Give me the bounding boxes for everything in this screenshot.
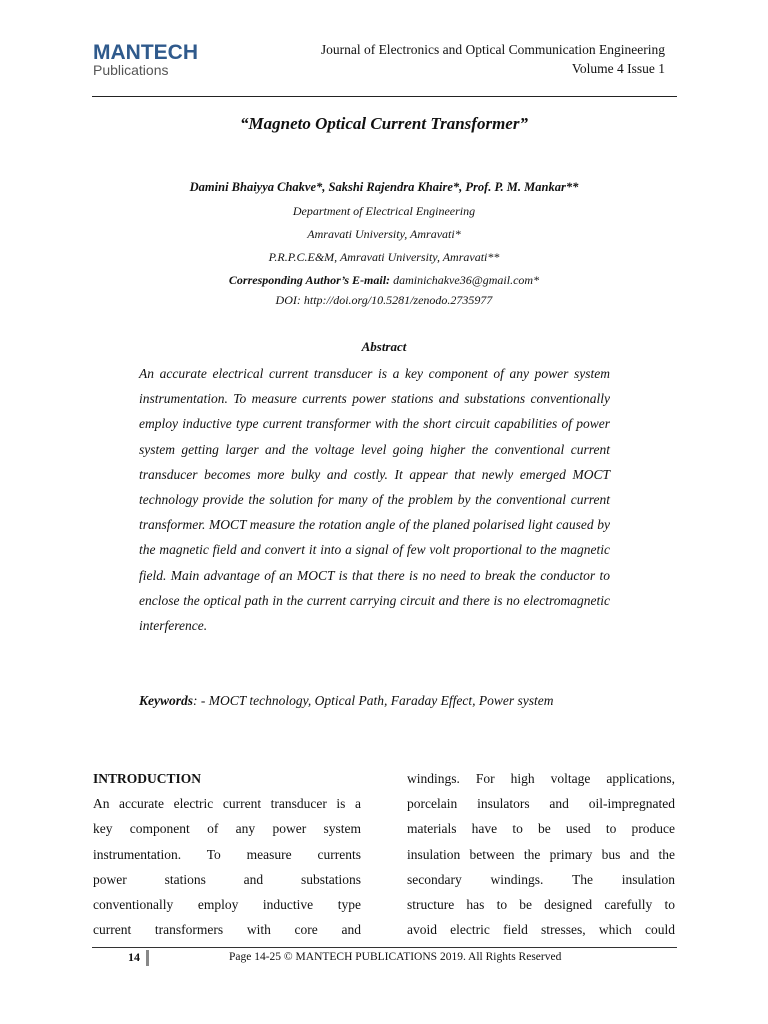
email-label: Corresponding Author’s E-mail: [228,273,391,287]
doi-line [0,290,768,310]
section-heading-introduction: INTRODUCTION [93,771,202,786]
body-line: avoid electric field stresses, which could [407,922,675,938]
body-column-right [407,766,675,942]
body-line: An accurate electric current transducer is a [93,796,361,812]
keywords-label: Keywords [139,693,193,708]
doi-link[interactable]: http://doi.org/10.5281/zenodo.2735977 [303,293,493,307]
keywords [139,688,610,713]
header-rule [92,96,677,97]
journal-name: Journal of Electronics and Optical Communication Engineering [320,42,665,57]
body-line: materials have to be used to produce [407,821,675,837]
body-line: insulation between the primary bus and the [407,846,675,862]
keywords-text: : - MOCT technology, Optical Path, Faraday Effect, Power system [193,693,554,708]
body-line: windings. For high voltage applications, [407,771,675,786]
footer-rule [92,947,677,948]
body-line: conventionally employ inductive type [93,897,361,913]
journal-volume: Volume 4 Issue 1 [571,61,665,76]
affiliation-college: P.R.P.C.E&M, Amravati University, Amravati** [268,250,500,264]
author-list: Damini Bhaiyya Chakve*, Sakshi Rajendra Khaire*, Prof. P. M. Mankar** [189,180,579,194]
email-address[interactable]: daminichakve36@gmail.com* [393,273,540,287]
affiliation-department: Department of Electrical Engineering [292,204,476,218]
publisher-logo [93,41,198,82]
body-line: porcelain insulators and oil-impregnated [407,796,675,812]
page-number-divider [146,950,149,966]
journal-header [321,40,665,78]
corresponding-email [0,270,768,290]
body-line: key component of any power system [93,821,361,837]
page-number: 14 [128,950,140,964]
logo-subtitle: Publications [93,62,169,78]
paper-title: “Magneto Optical Current Transformer” [240,114,528,133]
body-column-left [93,766,361,942]
body-line: power stations and substations [93,871,361,887]
abstract-heading: Abstract [361,339,407,354]
footer-copyright: Page 14-25 © MANTECH PUBLICATIONS 2019. All Rights Reserved [229,951,562,963]
body-line: structure has to be designed carefully to [407,897,675,913]
logo-wordmark: MANTECH [93,41,198,64]
body-line: instrumentation. To measure currents [93,846,361,862]
body-line: secondary windings. The insulation [407,871,675,887]
abstract-text: An accurate electrical current transducer is a key component of any power system instrumentation. To measure currents power stations and substations conventionally employ inductive type current transformer with the short circuit capabilities of power system getting larger and the voltage level going higher the conventional current transducer becomes more bulky and costly. It appear that newly emerged MOCT technology provide the solution for many of the problem by the conventional current transformer. MOCT measure the rotation angle of the planed polarised light caused by the magnetic field and convert it into a signal of few volt proportional to the magnetic field. Main advantage of an MOCT is that there is no need to break the conductor to enclose the optical path in the current carrying circuit and there is no electromagnetic interference. [139,366,610,634]
affiliation-university: Amravati University, Amravati* [307,227,461,241]
body-line: current transformers with core and [93,922,361,938]
doi-label: DOI: [275,293,301,307]
